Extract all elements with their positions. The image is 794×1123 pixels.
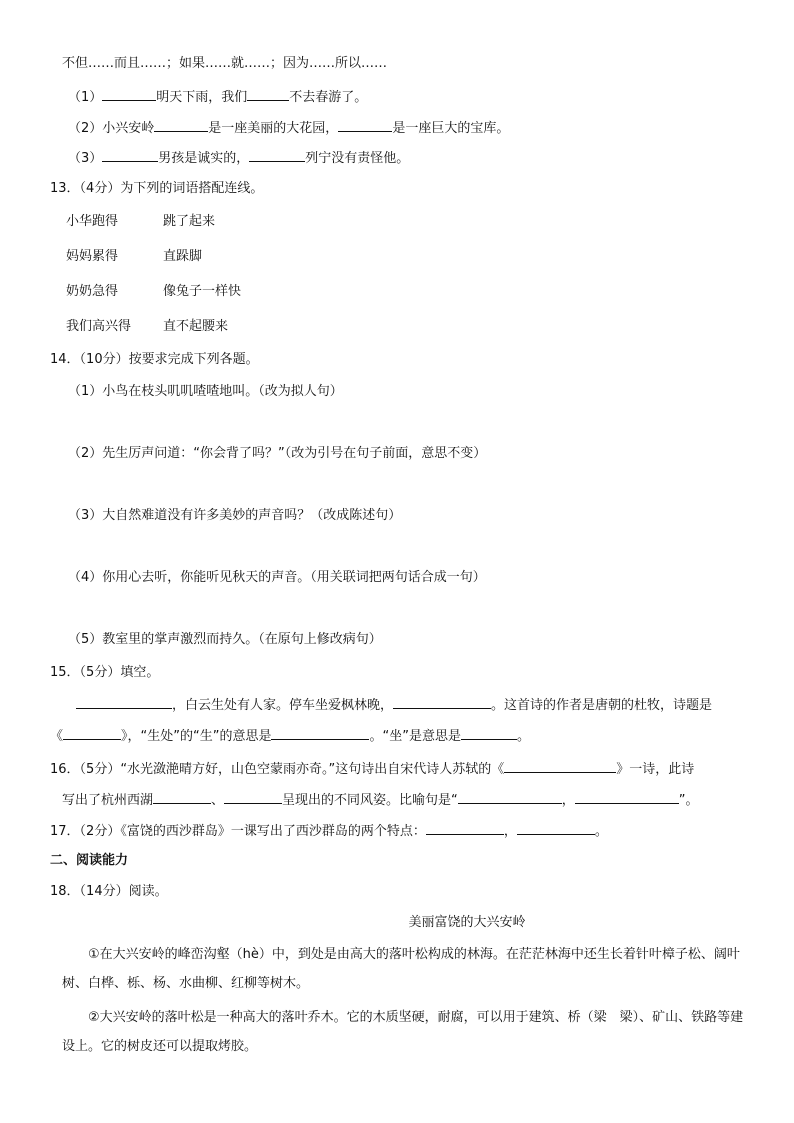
q15-l1a: ，白云生处有人家。停车坐爱枫林晚，	[172, 698, 394, 713]
q13-left-1[interactable]: 小华跑得	[66, 214, 119, 229]
q12-item-2-text-a: 是一座美丽的大花园，	[208, 121, 339, 136]
q16-l2a: 写出了杭州西湖	[62, 793, 154, 808]
blank[interactable]	[102, 87, 156, 101]
q16-line-1	[50, 759, 694, 779]
blank[interactable]	[393, 695, 491, 709]
q12-item-1	[68, 87, 367, 107]
q15-l2c: 。“坐”是意思是	[369, 729, 461, 744]
q12-connectives: 不但……而且……；如果……就……；因为……所以……	[62, 56, 388, 71]
q16-l1a: 16．（5分）“水光潋滟晴方好，山色空蒙雨亦奇。”这句诗出自宋代诗人苏轼的《	[50, 762, 505, 777]
q12-item-2-pre: 小兴安岭	[102, 121, 155, 136]
blank[interactable]	[461, 726, 517, 740]
blank[interactable]	[224, 790, 282, 804]
q13-right-2[interactable]: 直跺脚	[163, 249, 203, 264]
blank[interactable]	[517, 821, 595, 835]
q15-l2b: 》，“生处”的“生”的意思是	[121, 729, 272, 744]
q16-l2b: 、	[211, 793, 225, 808]
q16-l2d: ，	[561, 793, 575, 808]
q15-line-1	[76, 695, 712, 715]
q13-left-2[interactable]: 妈妈累得	[66, 249, 119, 264]
q12-item-1-text-a: 明天下雨，我们	[156, 90, 248, 105]
q12-item-3-text-a: 男孩是诚实的，	[158, 151, 250, 166]
blank[interactable]	[153, 790, 211, 804]
passage-title	[0, 914, 794, 932]
q16-l2e: ”。	[678, 793, 699, 808]
q14-title: 14．（10分）按要求完成下列各题。	[50, 352, 259, 367]
blank[interactable]	[575, 790, 679, 804]
q17-c: 。	[594, 824, 608, 839]
q15-l2d: 。	[516, 729, 530, 744]
q12-item-1-text-b: 不去春游了。	[289, 90, 368, 105]
q13-right-4[interactable]: 直不起腰来	[163, 319, 229, 334]
q17-a: 17．（2分）《富饶的西沙群岛》一课写出了西沙群岛的两个特点：	[50, 824, 426, 839]
q12-item-3-num: （3）	[68, 151, 103, 166]
q16-l1b: 》一诗，此诗	[616, 762, 695, 777]
q13-right-1[interactable]: 跳了起来	[163, 214, 216, 229]
q15-line-2	[50, 726, 530, 746]
q13-left-3[interactable]: 奶奶急得	[66, 284, 119, 299]
q15-l1b: 。这首诗的作者是唐朝的杜牧，诗题是	[491, 698, 713, 713]
q12-item-3	[68, 148, 409, 168]
q15-l2a: 《	[50, 729, 64, 744]
q14-item-3: （3）大自然难道没有许多美妙的声音吗？（改成陈述句）	[68, 508, 402, 523]
blank[interactable]	[154, 118, 208, 132]
q16-line-2	[62, 790, 699, 810]
blank[interactable]	[426, 821, 504, 835]
section-heading: 二、阅读能力	[50, 853, 129, 868]
blank[interactable]	[247, 87, 289, 101]
q14-item-2: （2）先生厉声问道：“你会背了吗？”（改为引号在句子前面，意思不变）	[68, 446, 487, 461]
blank[interactable]	[102, 148, 158, 162]
q12-item-2	[68, 118, 509, 138]
passage-paragraph-2: ②大兴安岭的落叶松是一种高大的落叶乔木。它的木质坚硬，耐腐，可以用于建筑、桥（梁 梁）、矿山、铁路等建设上。它的树皮还可以提取烤胶。	[62, 1010, 744, 1054]
passage-title-text: 美丽富饶的大兴安岭	[408, 915, 526, 930]
blank[interactable]	[249, 148, 305, 162]
q14-item-5: （5）教室里的掌声激烈而持久。（在原句上修改病句）	[68, 632, 382, 647]
q13-left-4[interactable]: 我们高兴得	[66, 319, 132, 334]
q14-item-4: （4）你用心去听，你能听见秋天的声音。（用关联词把两句话合成一句）	[68, 570, 486, 585]
blank[interactable]	[504, 759, 616, 773]
q18-title: 18．（14分）阅读。	[50, 884, 168, 899]
passage-paragraph-1: ①在大兴安岭的峰峦沟壑（hè）中，到处是由高大的落叶松构成的林海。在茫茫林海中还生长着针叶樟子松、阔叶树、白桦、栎、杨、水曲柳、红柳等树木。	[62, 947, 740, 991]
blank[interactable]	[63, 726, 121, 740]
q16-l2c: 呈现出的不同风姿。比喻句是“	[282, 793, 458, 808]
q17-b: ，	[503, 824, 517, 839]
q12-item-2-num: （2）	[68, 121, 103, 136]
q12-item-3-text-b: 列宁没有责怪他。	[305, 151, 410, 166]
blank[interactable]	[76, 695, 172, 709]
q13-right-3[interactable]: 像兔子一样快	[163, 284, 242, 299]
q13-title: 13．（4分）为下列的词语搭配连线。	[50, 181, 264, 196]
blank[interactable]	[458, 790, 562, 804]
q15-title: 15．（5分）填空。	[50, 665, 160, 680]
q17-line	[50, 821, 608, 841]
q12-item-1-num: （1）	[68, 90, 103, 105]
q14-item-1: （1）小鸟在枝头叽叽喳喳地叫。（改为拟人句）	[68, 384, 343, 399]
blank[interactable]	[271, 726, 369, 740]
blank[interactable]	[338, 118, 392, 132]
q12-item-2-text-b: 是一座巨大的宝库。	[392, 121, 510, 136]
